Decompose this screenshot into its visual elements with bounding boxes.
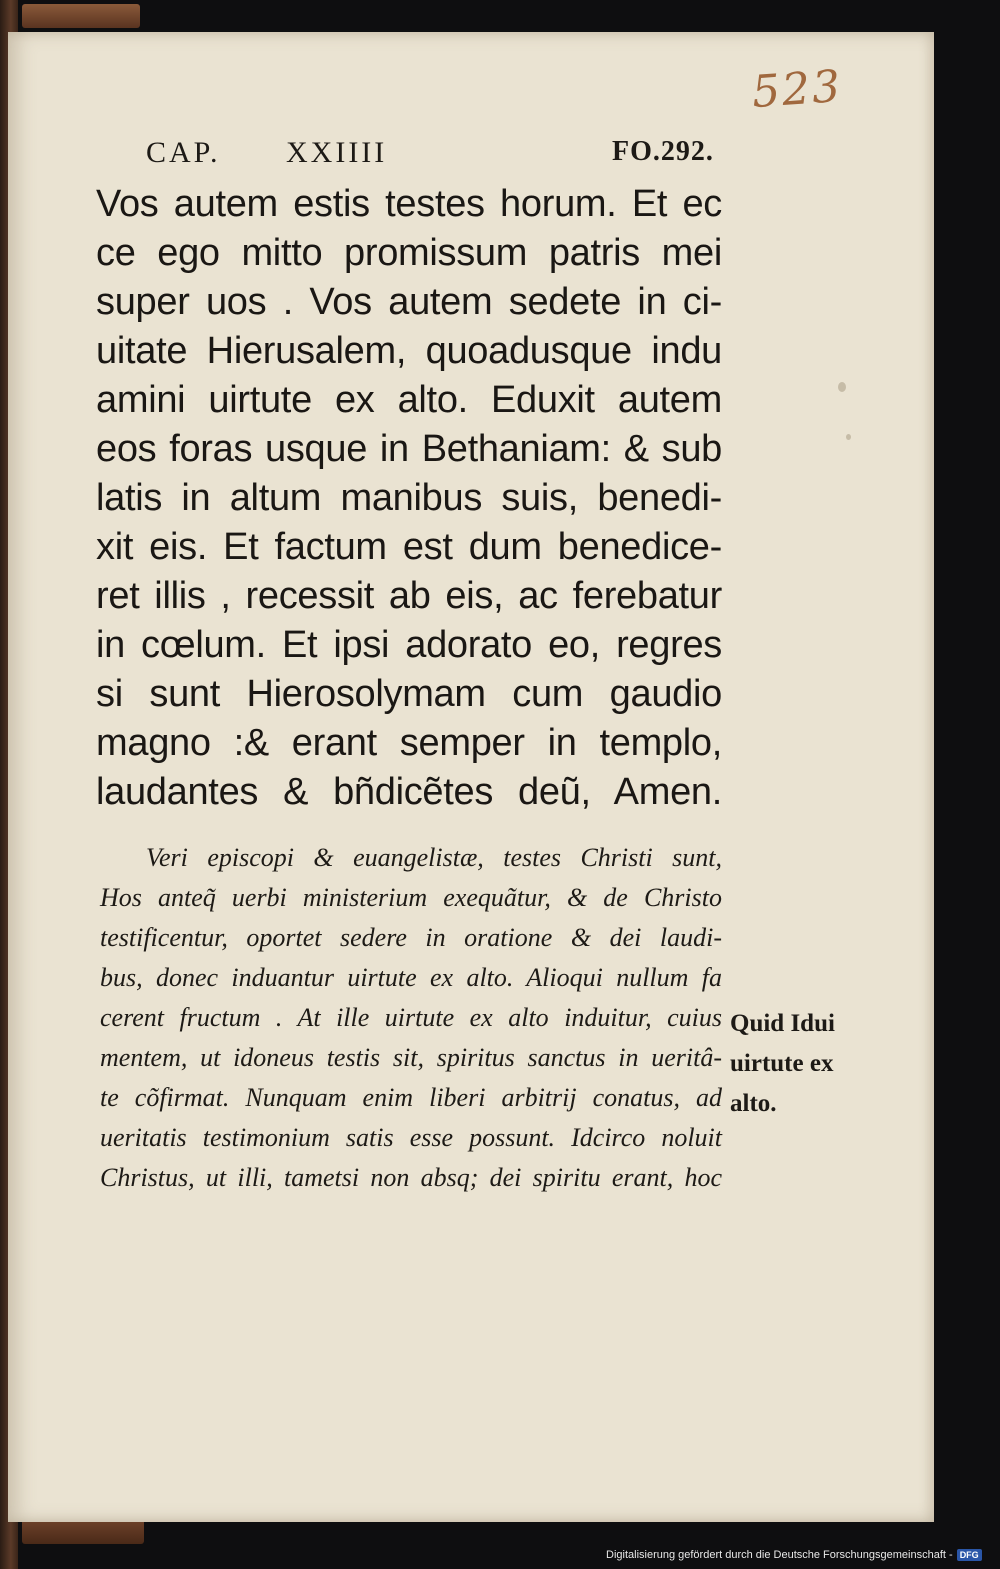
commentary-line: Hos anteq̃ uerbi ministerium exequãtur, & de Christo: [100, 883, 722, 912]
digitization-credit: [606, 1549, 982, 1565]
running-head-cap: CAP.: [146, 136, 221, 169]
running-head-chapter: XXIIII: [286, 136, 388, 169]
commentary-line: cerent fructum . At ille uirtute ex alto induitur, cuius: [100, 1003, 722, 1032]
marginal-note-line: alto.: [730, 1090, 777, 1117]
main-text-line: eos foras usque in Bethaniam: & sub: [96, 428, 722, 470]
marginal-note-line: Quid Idui: [730, 1010, 835, 1037]
main-text-line: Vos autem estis testes horum. Et ec: [96, 183, 722, 225]
main-text-line: amini uirtute ex alto. Eduxit autem: [96, 379, 722, 421]
commentary-line: ueritatis testimonium satis esse possunt. Idcirco noluit: [100, 1123, 722, 1152]
main-text-line: xit eis. Et factum est dum benedice-: [96, 526, 722, 568]
commentary-line: testificentur, oportet sedere in oratione & dei laudi-: [100, 923, 722, 952]
marginal-note-line: uirtute ex: [730, 1050, 834, 1077]
page-stain: [846, 434, 851, 440]
main-text-line: ret illis , recessit ab eis, ac ferebatur: [96, 575, 722, 617]
commentary-line: te cõfirmat. Nunquam enim liberi arbitrij conatus, ad: [100, 1083, 722, 1112]
commentary-line: mentem, ut idoneus testis sit, spiritus sanctus in ueritâ-: [100, 1043, 722, 1072]
page-stain: [838, 382, 846, 392]
commentary-line: bus, donec induantur uirtute ex alto. Alioqui nullum fa: [100, 963, 722, 992]
digitization-credit-text: Digitalisierung gefördert durch die Deutsche Forschungsgemeinschaft -: [606, 1549, 953, 1561]
main-text-line: si sunt Hierosolymam cum gaudio: [96, 673, 722, 715]
dfg-logo: DFG: [957, 1549, 982, 1561]
commentary-line: Veri episcopi & euangelistæ, testes Christi sunt,: [146, 843, 722, 872]
main-text-line: uitate Hierusalem, quoadusque indu: [96, 330, 722, 372]
marginal-note: [730, 1004, 870, 1124]
main-text-block: [96, 180, 722, 817]
book-edge-top: [22, 4, 140, 28]
main-text-line: in cœlum. Et ipsi adorato eo, regres: [96, 624, 722, 666]
running-head-folio: FO.292.: [612, 136, 714, 167]
main-text-line: ce ego mitto promissum patris mei: [96, 232, 722, 274]
main-text-line: laudantes & bñdicẽtes deũ, Amen.: [96, 771, 722, 813]
main-text-line: magno :& erant semper in templo,: [96, 722, 722, 764]
main-text-line: latis in altum manibus suis, benedi-: [96, 477, 722, 519]
commentary-line: Christus, ut illi, tametsi non absq; dei spiritu erant, hoc: [100, 1163, 722, 1192]
main-text-line: super uos . Vos autem sedete in ci-: [96, 281, 722, 323]
commentary-block: [100, 838, 722, 1198]
handwritten-folio-number: 523: [750, 60, 844, 119]
